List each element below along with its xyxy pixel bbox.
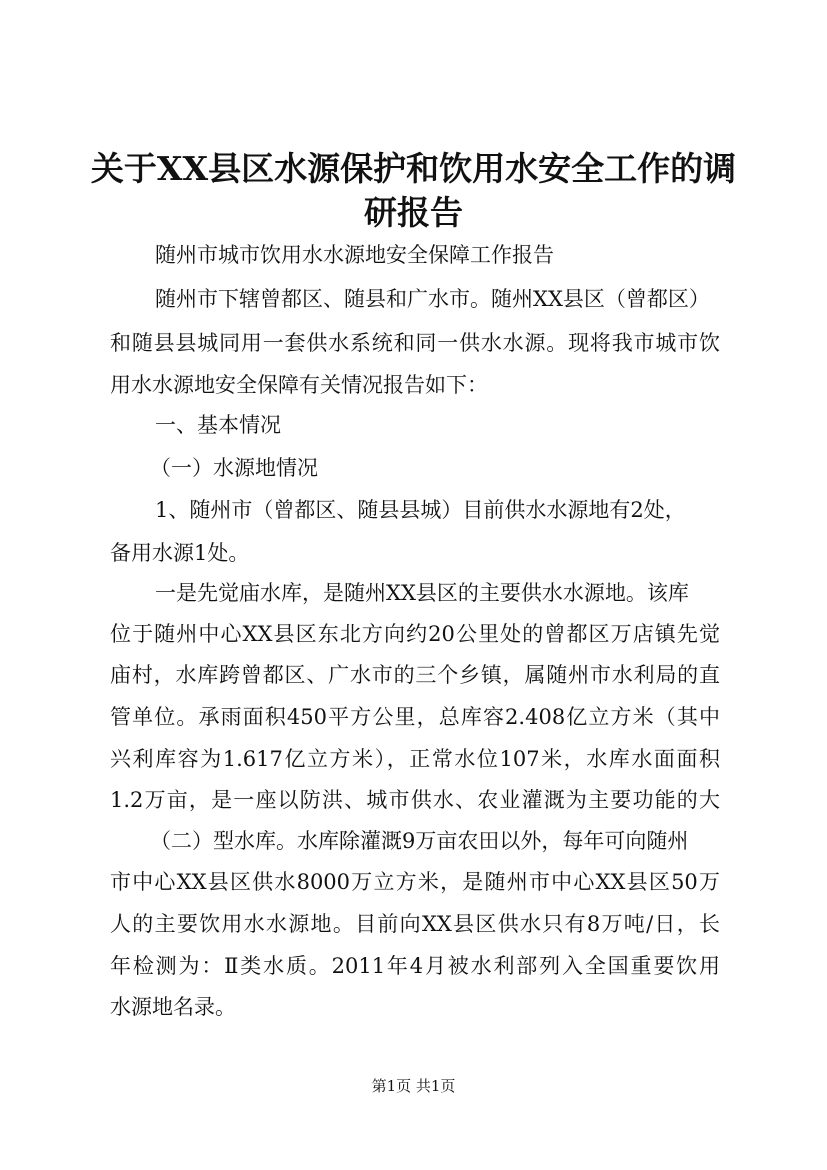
paragraph-line: 市中心XX县区供水8000万立方米，是随州市中心XX县区50万: [110, 870, 720, 894]
paragraph-line: 用水水源地安全保障有关情况报告如下：: [110, 373, 488, 397]
paragraph-line: 1、随州市（曾都区、随县县城）目前供水水源地有2处，: [155, 498, 686, 522]
paragraph-line: 备用水源1处。: [110, 541, 250, 565]
report-subtitle: 随州市城市饮用水水源地安全保障工作报告: [155, 243, 554, 267]
paragraph-line: 管单位。承雨面积450平方公里，总库容2.408亿立方米（其中: [110, 705, 720, 729]
paragraph-line: 位于随州中心XX县区东北方向约20公里处的曾都区万店镇先觉: [110, 622, 720, 646]
paragraph-line: 庙村，水库跨曾都区、广水市的三个乡镇，属随州市水利局的直: [110, 663, 720, 687]
paragraph-line: 兴利库容为1.617亿立方米），正常水位107米，水库水面面积: [110, 747, 720, 771]
paragraph-line: （二）型水库。水库除灌溉9万亩农田以外，每年可向随州: [150, 829, 689, 853]
section-heading: 一、基本情况: [155, 413, 281, 437]
page-footer: 第1页 共1页: [371, 1077, 456, 1095]
paragraph-line: 1.2万亩，是一座以防洪、城市供水、农业灌溉为主要功能的大: [110, 788, 720, 812]
paragraph-line: 一是先觉庙水库，是随州XX县区的主要供水水源地。该库: [155, 581, 689, 605]
paragraph-line: 人的主要饮用水水源地。目前向XX县区供水只有8万吨/日，长: [110, 912, 720, 936]
paragraph-line: 水源地名录。: [110, 995, 236, 1019]
subsection-heading: （一）水源地情况: [150, 456, 318, 480]
paragraph-line: 随州市下辖曾都区、随县和广水市。随州XX县区（曾都区）: [155, 287, 710, 311]
paragraph-line: 年检测为：Ⅱ类水质。2011年4月被水利部列入全国重要饮用: [110, 954, 720, 978]
document-title-line-2: 研报告: [364, 193, 463, 232]
paragraph-line: 和随县县城同用一套供水系统和同一供水水源。现将我市城市饮: [110, 331, 720, 355]
document-title-line-1: 关于XX县区水源保护和饮用水安全工作的调: [90, 149, 737, 188]
